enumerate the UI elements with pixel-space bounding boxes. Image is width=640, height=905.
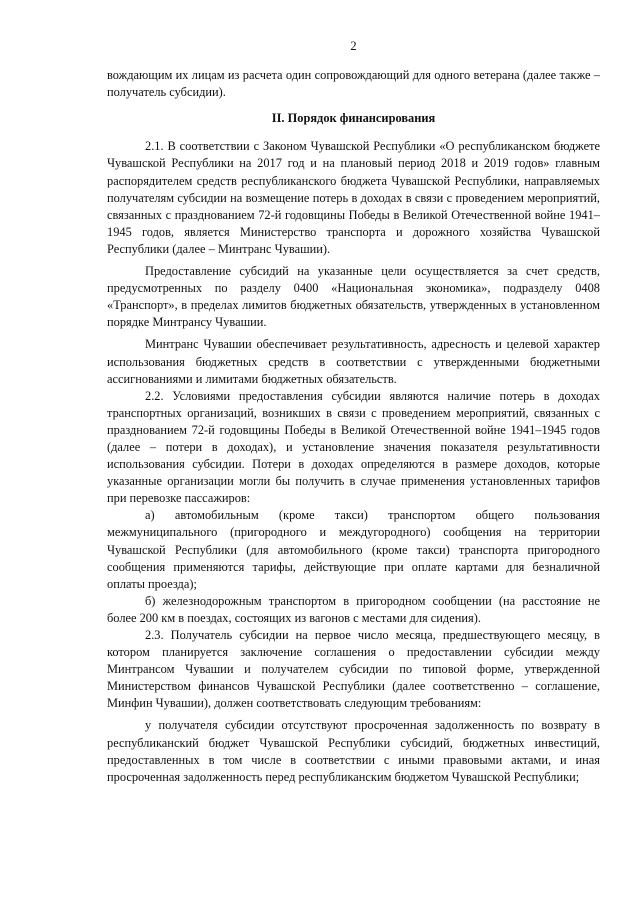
paragraph-2-3: 2.3. Получатель субсидии на первое число месяца, предшествующего месяцу, в котором планируется заключение соглашения о предоставлении субсидии между Минтрансом Чувашии и получателем субсидии по типовой форме, утвержденной Министерством финансов Чувашской Республики (далее соответственно – соглашение, Минфин Чувашии), должен соответствовать следующим требованиям: [107, 628, 600, 711]
paragraph-2-2: 2.2. Условиями предоставления субсидии являются наличие потерь в доходах транспортных организаций, возникших в связи с проведением мероприятий, связанных с празднованием 72-й годовщины Победы в Великой Отечественной войне 1941–1945 годов (далее – потери в доходах), и установление значения показателя результативности использования субсидии. Потери в доходах определяются в размере доходов, которые указанные организации могли бы получить в случае применения установленных тарифов при перевозке пассажиров: [107, 388, 600, 506]
paragraph-funding: Предоставление субсидий на указанные цели осуществляется за счет средств, предусмотренных по разделу 0400 «Национальная экономика», подразделу 0408 «Транспорт», в пределах лимитов бюджетных обязательств, утвержденных в установленном порядке Минтрансу Чувашии. [107, 264, 600, 330]
paragraph-2-1: 2.1. В соответствии с Законом Чувашской Республики «О республиканском бюджете Чувашской Республики на 2017 год и на плановый период 2018 и 2019 годов» главным распорядителем средств республиканского бюджета Чувашской Республики, направляемых получателям субсидии на возмещение потерь в доходах в связи с проведением мероприятий, связанных с празднованием 72-й годовщины Победы в Великой Отечественной войне 1941–1945 годов, является Министерство транспорта и дорожного хозяйства Чувашской Республики (далее – Минтранс Чувашии). [107, 139, 600, 256]
section-heading: II. Порядок финансирования [271, 111, 436, 126]
paragraph-item-a: а) автомобильным (кроме такси) транспортом общего пользования межмуниципального (пригородного и междугородного) сообщения на территории Чувашской Республики (для автомобильного (кроме такси) транспорта пригородного сообщения применяются тарифы, действующие при оплате картами для безналичной оплаты проезда); [107, 508, 600, 591]
page-number: 2 [350, 39, 357, 53]
paragraph-requirement-1: у получателя субсидии отсутствуют просроченная задолженность по возврату в республиканский бюджет Чувашской Республики субсидий, бюджетных инвестиций, предоставленных в том числе в соответствии с иными правовыми актами, и иная просроченная задолженность перед республиканским бюджетом Чувашской Республики; [107, 718, 600, 784]
paragraph-mintrans: Минтранс Чувашии обеспечивает результативность, адресность и целевой характер использования бюджетных средств в соответствии с утвержденными бюджетными ассигнованиями и лимитами бюджетных обязательств. [107, 337, 600, 386]
continuation-paragraph: вождающим их лицам из расчета один сопровождающий для одного ветерана (далее также – получатель субсидии). [107, 68, 600, 100]
paragraph-item-b: б) железнодорожным транспортом в пригородном сообщении (на расстояние не более 200 км в поездах, состоящих из вагонов с местами для сидения). [107, 593, 600, 625]
